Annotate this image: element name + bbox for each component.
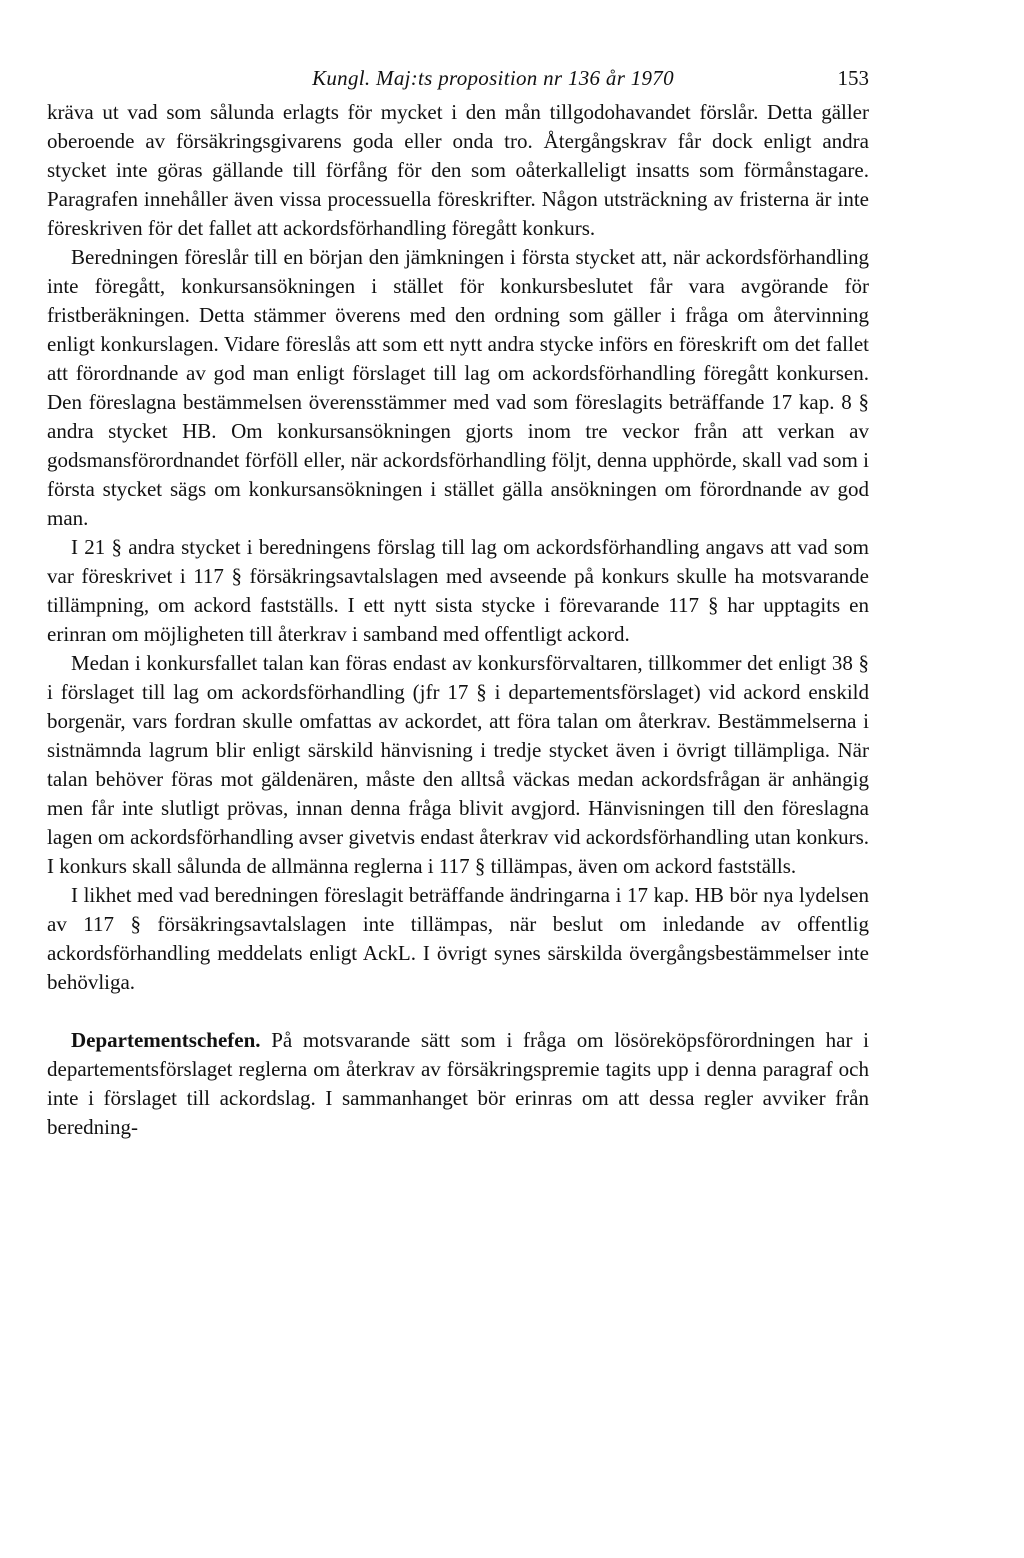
department-text: På motsvarande sätt som i fråga om lösöreköpsförordningen har i departementsförslaget reglerna om återkrav av försäkringspremie tagits upp i denna paragraf och inte i förslaget till ackordslag. I sammanhanget bör erinras om att dessa regler avviker från beredning-: [47, 1028, 869, 1139]
paragraph-beredningen: Beredningen föreslår till en början den jämkningen i första stycket att, när ackordsförhandling inte föregått, konkursansökningen i stället för konkursbeslutet får vara avgörande för fristberäkningen. Detta stämmer överens med den ordning som gäller i fråga om återvinning enligt konkurslagen. Vidare föreslås att som ett nytt andra stycke införs en föreskrift om det fallet att förordnande av god man enligt förslaget till lag om ackordsförhandling föregått konkursen. Den föreslagna bestämmelsen överensstämmer med vad som föreslagits beträffande 17 kap. 8 § andra stycket HB. Om konkursansökningen gjorts inom tre veckor från att verkan av godsmansförordnandet förföll eller, när ackordsförhandling följt, denna upphörde, skall vad som i första stycket sägs om konkursansökningen i stället gälla ansökningen om förordnande av god man.: [47, 245, 869, 530]
body-text: [47, 98, 869, 1142]
paragraph-overgang: I likhet med vad beredningen föreslagit beträffande ändringarna i 17 kap. HB bör nya lydelsen av 117 § försäkringsavtalslagen inte tillämpas, när beslut om inledande av offentlig ackordsförhandling meddelats enligt AckL. I övrigt synes särskilda övergångsbestämmelser inte behövliga.: [47, 883, 869, 994]
paragraph-continuation: kräva ut vad som sålunda erlagts för mycket i den mån tillgodohavandet förslår. Detta gäller oberoende av försäkringsgivarens goda eller onda tro. Återgångskrav får dock enligt andra stycket inte göras gällande till förfång för den som oåterkalleligt insatts som förmånstagare. Paragrafen innehåller även vissa processuella föreskrifter. Någon utsträckning av fristerna är inte föreskriven för det fallet att ackordsförhandling föregått konkurs.: [47, 100, 869, 240]
running-title: Kungl. Maj:ts proposition nr 136 år 1970: [312, 66, 674, 90]
running-header: [47, 60, 869, 96]
department-heading: Departementschefen.: [71, 1028, 261, 1052]
paragraph-21-paragraf: I 21 § andra stycket i beredningens förslag till lag om ackordsförhandling angavs att vad som var föreskrivet i 117 § försäkringsavtalslagen med avseende på konkurs skulle ha motsvarande tillämpning, om ackord fastställs. I ett nytt sista stycke i förevarande 117 § har upptagits en erinran om möjligheten till återkrav i samband med offentligt ackord.: [47, 535, 869, 646]
paragraph-departementschefen: [47, 1026, 869, 1142]
paragraph-konkursfallet: Medan i konkursfallet talan kan föras endast av konkursförvaltaren, tillkommer det enligt 38 § i förslaget till lag om ackordsförhandling (jfr 17 § i departementsförslaget) vid ackord enskild borgenär, vars fordran skulle omfattas av ackordet, att föra talan om återkrav. Bestämmelserna i sistnämnda lagrum blir enligt särskild hänvisning i tredje stycket även i övrigt tillämpliga. När talan behöver föras mot gäldenären, måste den alltså väckas medan ackordsfrågan är anhängig men får inte slutligt prövas, innan denna fråga blivit avgjord. Hänvisningen till den föreslagna lagen om ackordsförhandling avser givetvis endast återkrav vid ackordsförhandling utan konkurs. I konkurs skall sålunda de allmänna reglerna i 117 § tillämpas, även om ackord fastställs.: [47, 651, 869, 878]
page-number: 153: [837, 66, 869, 90]
document-page: [47, 60, 869, 1142]
